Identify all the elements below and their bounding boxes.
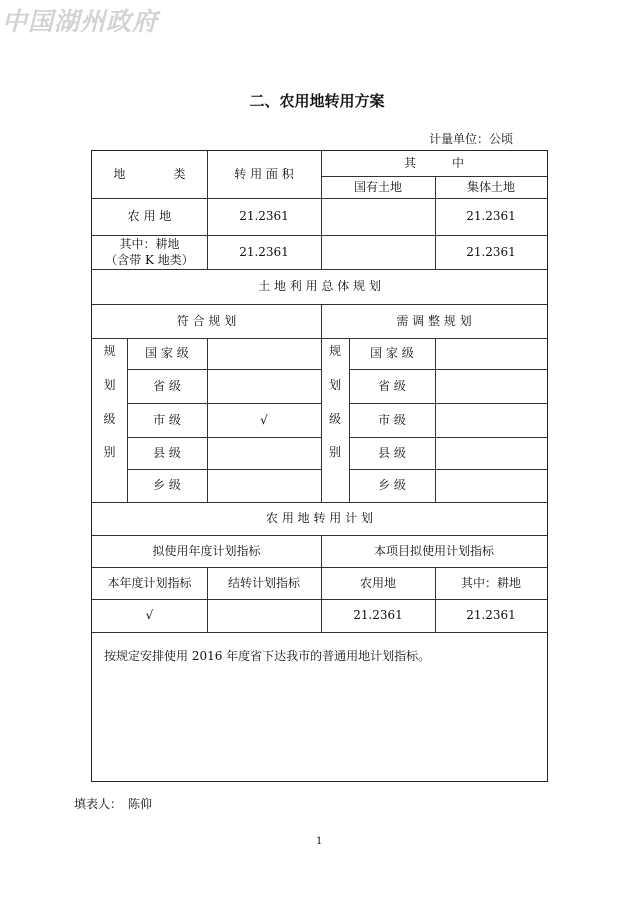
agri-land-label: 农 用 地 — [127, 209, 172, 224]
adjust-mark-city — [435, 403, 547, 437]
carryover-indicator-header: 结转计划指标 — [227, 575, 300, 590]
header-land-type: 地 类 — [113, 167, 186, 182]
conform-level-county: 县 级 — [153, 445, 181, 460]
header-among: 其 中 — [403, 156, 464, 171]
this-year-indicator-value: √ — [145, 608, 154, 623]
measurement-unit: 计量单位：公顷 — [428, 132, 513, 146]
adjust-mark-provincial — [435, 369, 547, 403]
adjust-level-label — [321, 338, 349, 502]
level-label-char: 规 — [328, 344, 341, 358]
arable-land-label — [92, 235, 207, 269]
conform-mark-city: √ — [260, 412, 268, 427]
conform-level-national: 国 家 级 — [145, 346, 189, 361]
agri-land-indicator-header: 农用地 — [359, 575, 396, 590]
level-label-char: 别 — [328, 445, 341, 459]
arable-land-state — [321, 235, 435, 269]
conform-mark-county — [207, 437, 321, 469]
level-label-char: 别 — [103, 445, 116, 459]
annual-indicator-header: 拟使用年度计划指标 — [152, 543, 261, 558]
conform-mark-national — [207, 338, 321, 369]
page-number: 1 — [316, 836, 323, 847]
level-label-char: 划 — [328, 378, 341, 392]
conversion-section-title: 农 用 地 转 用 计 划 — [266, 511, 373, 526]
level-label-char: 划 — [103, 378, 116, 392]
conform-mark-provincial — [207, 369, 321, 403]
agri-land-indicator-value: 21.2361 — [353, 608, 403, 623]
rule — [92, 632, 547, 633]
page-title: 二、农用地转用方案 — [249, 92, 385, 110]
arable-land-collective: 21.2361 — [466, 244, 516, 259]
planning-section-title: 土 地 利 用 总 体 规 划 — [258, 279, 381, 294]
arable-indicator-header: 其中：耕地 — [460, 575, 521, 590]
conform-level-label — [92, 338, 127, 502]
level-label-char: 级 — [328, 412, 341, 426]
level-label-char: 级 — [103, 412, 116, 426]
adjust-level-national: 国 家 级 — [370, 346, 414, 361]
header-collective-land: 集体土地 — [466, 179, 515, 194]
watermark-logo: 中国湖州政府 — [2, 7, 159, 36]
conform-level-provincial: 省 级 — [153, 378, 181, 393]
agri-land-state — [321, 198, 435, 235]
level-label-char: 规 — [103, 344, 116, 358]
adjust-mark-national — [435, 338, 547, 369]
remark-text: 按规定安排使用 2016 年度省下达我市的普通用地计划指标。 — [104, 649, 431, 663]
header-area: 转 用 面 积 — [234, 167, 294, 182]
adjust-level-city: 市 级 — [378, 412, 406, 427]
adjust-mark-township — [435, 469, 547, 502]
agri-land-collective: 21.2361 — [466, 209, 516, 224]
adjust-mark-county — [435, 437, 547, 469]
header-state-land: 国有土地 — [353, 179, 402, 194]
conform-level-township: 乡 级 — [153, 478, 181, 493]
project-indicator-header: 本项目拟使用计划指标 — [373, 543, 494, 558]
agri-land-area: 21.2361 — [239, 209, 289, 224]
carryover-indicator-value — [207, 599, 321, 632]
conform-planning-header: 符 合 规 划 — [176, 313, 237, 328]
conform-mark-township — [207, 469, 321, 502]
arable-label-line1: 其中：耕地 — [119, 236, 180, 251]
arable-indicator-value: 21.2361 — [466, 608, 516, 623]
adjust-level-provincial: 省 级 — [378, 378, 406, 393]
filled-by: 填表人： 陈仰 — [74, 797, 153, 811]
arable-land-area: 21.2361 — [239, 244, 289, 259]
conversion-form-table — [91, 150, 548, 782]
this-year-indicator-header: 本年度计划指标 — [107, 575, 192, 590]
arable-label-line2: （含带 K 地类） — [105, 253, 194, 267]
adjust-level-county: 县 级 — [378, 445, 406, 460]
adjust-level-township: 乡 级 — [378, 478, 406, 493]
conform-level-city: 市 级 — [153, 412, 181, 427]
adjust-planning-header: 需 调 整 规 划 — [396, 313, 472, 328]
